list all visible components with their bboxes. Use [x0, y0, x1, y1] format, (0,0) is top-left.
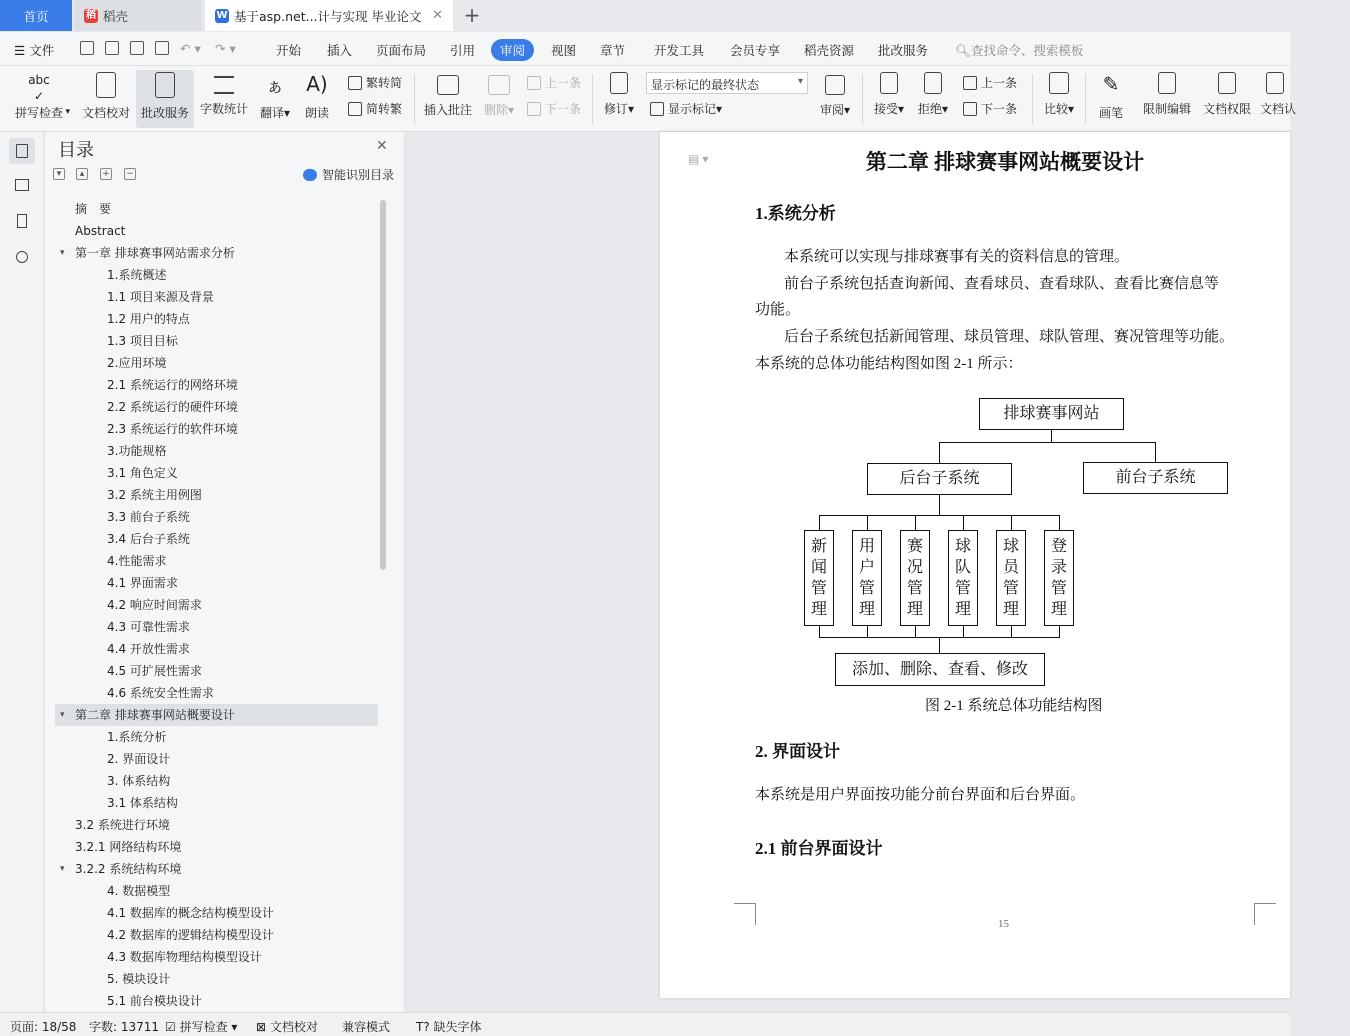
- spell-check-icon: abc ✓: [28, 73, 50, 103]
- heading-system-analysis: 1.系统分析: [755, 204, 836, 223]
- workspace-background: [406, 132, 660, 1012]
- writer-icon: W: [216, 9, 228, 21]
- status-doc-check[interactable]: [256, 1018, 318, 1035]
- diagram-connector: [939, 637, 940, 653]
- toc-title: 目录: [58, 140, 94, 161]
- comment-add-icon: [437, 75, 459, 95]
- ribbon-separator: [414, 74, 415, 124]
- compare-label: 比较▾: [1043, 102, 1075, 116]
- diagram-connector: [1059, 515, 1060, 530]
- print-preview-icon[interactable]: [155, 41, 169, 55]
- toc-item-label: 4.2 响应时间需求: [107, 598, 202, 612]
- reject-button[interactable]: [914, 70, 952, 128]
- diagram-root-box: 排球赛事网站: [979, 398, 1124, 430]
- heading-ui-design: 2. 界面设计: [755, 742, 840, 761]
- toc-item-label: 1.1 项目来源及背景: [107, 290, 214, 304]
- close-tab-icon[interactable]: ✕: [432, 8, 443, 23]
- missing-font-label: 缺失字体: [433, 1020, 482, 1034]
- toc-item-label: 3.2 系统主用例图: [107, 488, 202, 502]
- show-markup-label: 显示标记: [668, 102, 717, 116]
- command-search[interactable]: [955, 41, 1083, 59]
- prev-comment-icon: [527, 76, 541, 90]
- toc-item-label: 3.2.2 系统结构环境: [75, 862, 182, 876]
- file-menu-label: 文件: [29, 43, 55, 58]
- toc-item[interactable]: [45, 902, 378, 924]
- status-doc-check-label: 文档校对: [269, 1020, 318, 1034]
- diagram-connector: [939, 442, 940, 463]
- bookmark-icon[interactable]: [9, 208, 35, 234]
- next-comment-label: 下一条: [545, 102, 582, 116]
- tab-daoke-label: 稻壳: [103, 8, 129, 24]
- read-aloud-label: 朗读: [304, 106, 329, 120]
- compare-icon: [1049, 72, 1069, 94]
- ribbon-separator: [862, 74, 863, 124]
- toc-item-label: 1.2 用户的特点: [107, 312, 190, 326]
- diagram-connector: [867, 626, 868, 637]
- chevron-down-icon: ▾: [65, 107, 70, 117]
- toc-item[interactable]: [45, 462, 378, 484]
- toc-list: [45, 198, 380, 1008]
- show-markup-icon: [650, 102, 664, 116]
- file-menu[interactable]: ☰ 文件: [14, 43, 55, 58]
- toc-item[interactable]: [45, 968, 378, 990]
- toc-item[interactable]: [45, 550, 378, 572]
- word-count-label: 字数统计: [199, 102, 248, 116]
- menu-start[interactable]: 开始: [276, 43, 302, 58]
- spell-check-label: 拼写检查: [14, 106, 63, 120]
- track-changes-label: 修订▾: [603, 102, 635, 116]
- toc-item[interactable]: [45, 726, 378, 748]
- chevron-down-icon[interactable]: ▾: [60, 710, 65, 720]
- toc-item-label: 4.2 数据库的逻辑结构模型设计: [107, 928, 274, 942]
- diagram-connector: [867, 515, 868, 530]
- toc-item[interactable]: [45, 594, 378, 616]
- markup-state-select[interactable]: 显示标记的最终状态 ▾: [646, 72, 808, 94]
- diagram-module-box: 赛况管理: [900, 530, 930, 626]
- smart-toc-icon: [303, 169, 317, 181]
- doc-check-icon: ⊠: [256, 1020, 267, 1034]
- toc-item-label: 4.6 系统安全性需求: [107, 686, 214, 700]
- lock-doc-icon: [1158, 72, 1176, 94]
- diagram-connector: [1155, 442, 1156, 463]
- reject-label: 拒绝▾: [917, 102, 949, 116]
- review-service-label: 批改服务: [140, 106, 189, 120]
- review-service-icon: [155, 72, 175, 98]
- menu-bar: [0, 32, 1290, 66]
- status-spell-check[interactable]: ☑ 拼写检查 ▾: [165, 1020, 238, 1034]
- toc-item[interactable]: [45, 836, 378, 858]
- toc-item-label: 2.3 系统运行的软件环境: [107, 422, 238, 436]
- toc-item-label: 1.系统分析: [107, 730, 167, 744]
- toc-item-label: 4.性能需求: [107, 554, 167, 568]
- restrict-edit-button[interactable]: [1140, 70, 1194, 128]
- diagram-module-box: 球员管理: [996, 530, 1026, 626]
- simp-to-trad-button[interactable]: [348, 100, 402, 117]
- toc-item[interactable]: [45, 990, 378, 1012]
- pen-icon: ✎: [1102, 72, 1120, 96]
- toc-item-label: 4.1 数据库的概念结构模型设计: [107, 906, 274, 920]
- paragraph: 本系统是用户界面按功能分前台界面和后台界面。: [755, 787, 1086, 803]
- compat-mode-indicator: 兼容模式: [342, 1020, 391, 1034]
- toc-item-label: Abstract: [75, 224, 126, 238]
- word-count-indicator[interactable]: 字数: 13711: [89, 1020, 160, 1034]
- toc-item[interactable]: [45, 352, 378, 374]
- toc-item-label: 5. 模块设计: [107, 972, 171, 986]
- expand-up-icon[interactable]: ▴: [76, 168, 88, 180]
- ink-label: 画笔: [1098, 106, 1123, 120]
- diagram-connector: [963, 515, 964, 530]
- toc-item[interactable]: [45, 946, 378, 968]
- translate-icon: ぁ: [266, 76, 284, 97]
- toc-item[interactable]: [45, 198, 378, 220]
- menu-review[interactable]: 审阅: [491, 39, 534, 61]
- ribbon-separator: [592, 74, 593, 124]
- diagram-connector: [1011, 515, 1012, 530]
- doc-certify-label: 文档认: [1260, 102, 1297, 116]
- toc-item-label: 1.3 项目目标: [107, 334, 178, 348]
- paragraph: 功能。: [755, 302, 801, 318]
- prev-change-button[interactable]: [963, 74, 1017, 91]
- next-comment-button[interactable]: [527, 100, 581, 117]
- toc-item-label: 4. 数据模型: [107, 884, 171, 898]
- diagram-back-box: 后台子系统: [867, 463, 1012, 495]
- toc-item-label: 5.1 前台模块设计: [107, 994, 202, 1008]
- page-corner-mark: [1254, 903, 1276, 925]
- diagram-operations-box: 添加、删除、查看、修改: [835, 653, 1045, 686]
- next-comment-icon: [527, 102, 541, 116]
- menu-section[interactable]: 章节: [600, 43, 626, 58]
- toc-item[interactable]: [45, 374, 378, 396]
- diagram-connector: [915, 626, 916, 637]
- toc-item-label: 4.3 数据库物理结构模型设计: [107, 950, 262, 964]
- redo-icon[interactable]: ↷ ▾: [215, 41, 236, 56]
- ink-button[interactable]: [1094, 70, 1128, 128]
- track-changes-button[interactable]: [600, 70, 638, 128]
- tab-home[interactable]: [0, 0, 72, 31]
- toc-item-selected[interactable]: [55, 704, 378, 726]
- trad-to-simp-label: 繁转简: [366, 76, 403, 90]
- tab-daoke[interactable]: [74, 0, 202, 31]
- figure-caption: 图 2-1 系统总体功能结构图: [925, 698, 1103, 714]
- diagram-module-box: 新闻管理: [804, 530, 834, 626]
- remove-level-icon[interactable]: −: [124, 168, 136, 180]
- navigation-strip: [0, 132, 44, 1012]
- reject-icon: [924, 72, 942, 94]
- compare-button[interactable]: [1040, 70, 1078, 128]
- delete-comment-button[interactable]: [480, 70, 518, 128]
- word-count-icon: [214, 76, 234, 94]
- diagram-module-box: 球队管理: [948, 530, 978, 626]
- toc-item-label: 3.功能规格: [107, 444, 167, 458]
- prev-change-label: 上一条: [981, 76, 1018, 90]
- insert-comment-button[interactable]: [422, 70, 474, 128]
- page-options-icon[interactable]: ▤ ▾: [688, 152, 709, 166]
- restrict-edit-label: 限制编辑: [1142, 102, 1191, 116]
- toc-item[interactable]: [45, 572, 378, 594]
- ribbon-separator: [1032, 74, 1033, 124]
- missing-font-icon: T?: [416, 1020, 430, 1034]
- document-page[interactable]: [660, 132, 1290, 998]
- toc-pane-icon[interactable]: [9, 138, 35, 164]
- missing-font-button[interactable]: [416, 1018, 482, 1035]
- review-pane-label: 审阅▾: [819, 103, 851, 117]
- chapter-pane-icon[interactable]: [9, 172, 35, 198]
- accept-label: 接受▾: [873, 102, 905, 116]
- trad-simp-icon: [348, 76, 362, 90]
- diagram-connector: [1059, 626, 1060, 637]
- comment-delete-icon: [488, 75, 510, 95]
- insert-comment-label: 插入批注: [423, 103, 472, 117]
- menu-developer[interactable]: 开发工具: [654, 43, 705, 58]
- toc-item[interactable]: [45, 506, 378, 528]
- review-pane-icon: [825, 75, 845, 95]
- doc-check-button[interactable]: [78, 70, 134, 128]
- daoke-icon: 稻: [86, 9, 96, 21]
- status-spell-label: 拼写检查: [179, 1020, 228, 1034]
- close-icon[interactable]: ✕: [376, 138, 388, 154]
- add-level-icon[interactable]: +: [100, 168, 112, 180]
- toc-item-label: 4.5 可扩展性需求: [107, 664, 202, 678]
- toc-item[interactable]: [45, 264, 378, 286]
- diagram-connector: [819, 515, 1060, 516]
- next-change-icon: [963, 102, 977, 116]
- toc-item[interactable]: [45, 484, 378, 506]
- toc-item[interactable]: [45, 682, 378, 704]
- command-search-placeholder: 查找命令、搜索模板: [970, 43, 1084, 58]
- tab-document-label: 基于asp.net...计与实现 毕业论文: [234, 8, 422, 24]
- toc-item-label: 4.1 界面需求: [107, 576, 178, 590]
- page-indicator[interactable]: 页面: 18/58: [10, 1020, 77, 1034]
- menu-member[interactable]: 会员专享: [730, 43, 781, 58]
- tab-home-label: 首页: [23, 8, 49, 24]
- toc-item[interactable]: [45, 396, 378, 418]
- toc-item-label: 第二章 排球赛事网站概要设计: [75, 708, 235, 722]
- review-service-button[interactable]: [136, 70, 194, 128]
- diagram-connector: [1051, 430, 1052, 442]
- trad-to-simp-button[interactable]: [348, 74, 402, 91]
- search-icon[interactable]: [9, 244, 35, 270]
- doc-certify-icon: [1266, 72, 1284, 94]
- toc-scrollbar[interactable]: [380, 200, 386, 570]
- simp-to-trad-label: 简转繁: [366, 102, 403, 116]
- paragraph: 后台子系统包括新闻管理、球员管理、球队管理、赛况管理等功能。: [784, 329, 1235, 345]
- search-icon: 🔍︎: [955, 43, 971, 58]
- toc-item-label: 第一章 排球赛事网站需求分析: [75, 246, 235, 260]
- diagram-connector: [819, 626, 820, 637]
- doc-rights-icon: [1218, 72, 1236, 94]
- tab-bar: [0, 0, 1290, 32]
- toc-item-label: 4.4 开放性需求: [107, 642, 190, 656]
- page-corner-mark: [734, 903, 756, 925]
- toc-item-label: 2.应用环境: [107, 356, 167, 370]
- diagram-module-box: 用户管理: [852, 530, 882, 626]
- translate-button[interactable]: [256, 70, 294, 128]
- toc-item[interactable]: [45, 528, 378, 550]
- ribbon-toolbar: [0, 66, 1297, 132]
- doc-certify-button[interactable]: [1260, 70, 1297, 128]
- menu-review-service[interactable]: 批改服务: [878, 43, 929, 58]
- undo-icon[interactable]: ↶ ▾: [180, 41, 201, 56]
- toc-item[interactable]: [45, 418, 378, 440]
- read-aloud-icon: A): [306, 72, 328, 96]
- export-icon[interactable]: [105, 41, 119, 55]
- checkbox-icon: ☑: [165, 1020, 176, 1034]
- collapse-all-icon[interactable]: ▾: [53, 168, 65, 180]
- next-change-button[interactable]: [963, 100, 1017, 117]
- tab-document[interactable]: [205, 0, 453, 31]
- toc-panel: [45, 132, 405, 1012]
- prev-comment-button[interactable]: [527, 74, 581, 91]
- next-change-label: 下一条: [981, 102, 1018, 116]
- toc-item[interactable]: [45, 440, 378, 462]
- toc-item-label: 3. 体系结构: [107, 774, 171, 788]
- prev-comment-label: 上一条: [545, 76, 582, 90]
- translate-label: 翻译▾: [259, 106, 291, 120]
- status-bar: [0, 1012, 1290, 1036]
- prev-change-icon: [963, 76, 977, 90]
- track-changes-icon: [610, 72, 628, 94]
- toc-item[interactable]: [45, 814, 378, 836]
- save-icon[interactable]: [80, 41, 94, 55]
- chevron-down-icon[interactable]: ▾: [60, 864, 65, 874]
- diagram-connector: [915, 515, 916, 530]
- toc-item[interactable]: [45, 748, 378, 770]
- toc-item[interactable]: [45, 616, 378, 638]
- diagram-connector: [963, 626, 964, 637]
- toc-item[interactable]: [45, 792, 378, 814]
- paragraph: 前台子系统包括查询新闻、查看球员、查看球队、查看比赛信息等: [784, 276, 1220, 292]
- doc-check-icon: [96, 72, 116, 98]
- doc-check-label: 文档校对: [81, 106, 130, 120]
- toc-item-label: 2.2 系统运行的硬件环境: [107, 400, 238, 414]
- doc-rights-label: 文档权限: [1202, 102, 1251, 116]
- print-icon[interactable]: [130, 41, 144, 55]
- diagram-connector: [939, 495, 940, 515]
- diagram-module-box: 登录管理: [1044, 530, 1074, 626]
- toc-item-label: 3.1 角色定义: [107, 466, 178, 480]
- review-pane-button[interactable]: [816, 70, 854, 128]
- toc-item-label: 2. 界面设计: [107, 752, 171, 766]
- toc-item-label: 3.2 系统进行环境: [75, 818, 170, 832]
- diagram-connector: [1011, 626, 1012, 637]
- toc-item-label: 4.3 可靠性需求: [107, 620, 190, 634]
- diagram-connector: [819, 515, 820, 530]
- toc-item-label: 1.系统概述: [107, 268, 167, 282]
- toc-item[interactable]: [45, 638, 378, 660]
- menu-insert[interactable]: 插入: [327, 43, 353, 58]
- new-tab-button[interactable]: +: [463, 3, 481, 27]
- accept-icon: [880, 72, 898, 94]
- menu-references[interactable]: 引用: [450, 43, 476, 58]
- paragraph: 本系统可以实现与排球赛事有关的资料信息的管理。: [784, 249, 1130, 265]
- toc-item[interactable]: [45, 286, 378, 308]
- smart-toc-label: 智能识别目录: [322, 168, 395, 182]
- show-markup-button[interactable]: 显示标记 ▾: [650, 100, 722, 117]
- chevron-down-icon[interactable]: ▾: [60, 248, 65, 258]
- toc-item-label: 2.1 系统运行的网络环境: [107, 378, 238, 392]
- chapter-title: 第二章 排球赛事网站概要设计: [865, 150, 1145, 174]
- toc-item[interactable]: [45, 660, 378, 682]
- toc-item-label: 摘 要: [75, 202, 112, 216]
- toc-item-label: 3.1 体系结构: [107, 796, 178, 810]
- toc-item[interactable]: [45, 924, 378, 946]
- toc-item[interactable]: [45, 770, 378, 792]
- toc-item-label: 3.2.1 网络结构环境: [75, 840, 182, 854]
- diagram-front-box: 前台子系统: [1083, 462, 1228, 494]
- toc-item[interactable]: [45, 242, 378, 264]
- toc-item-label: 3.3 前台子系统: [107, 510, 190, 524]
- toc-item[interactable]: [45, 880, 378, 902]
- spell-check-button[interactable]: [8, 70, 70, 128]
- read-aloud-button[interactable]: [300, 70, 334, 128]
- smart-toc-button[interactable]: [303, 166, 394, 183]
- accept-button[interactable]: [870, 70, 908, 128]
- heading-front-ui-design: 2.1 前台界面设计: [755, 839, 883, 858]
- paragraph: 本系统的总体功能结构图如图 2-1 所示：: [755, 356, 1023, 372]
- menu-daoke-resources[interactable]: 稻壳资源: [804, 43, 855, 58]
- menu-view[interactable]: 视图: [551, 43, 577, 58]
- toc-item-label: 3.4 后台子系统: [107, 532, 190, 546]
- simp-trad-icon: [348, 102, 362, 116]
- word-count-button[interactable]: [198, 70, 250, 128]
- doc-rights-button[interactable]: [1200, 70, 1254, 128]
- toc-item[interactable]: [45, 308, 378, 330]
- page-number: 15: [998, 918, 1009, 930]
- toc-item[interactable]: [45, 220, 378, 242]
- ribbon-separator: [1085, 74, 1086, 124]
- menu-layout[interactable]: 页面布局: [376, 43, 427, 58]
- delete-comment-label: 删除▾: [483, 103, 515, 117]
- toc-item[interactable]: [45, 858, 378, 880]
- diagram-connector: [939, 442, 1155, 443]
- toc-item[interactable]: [45, 330, 378, 352]
